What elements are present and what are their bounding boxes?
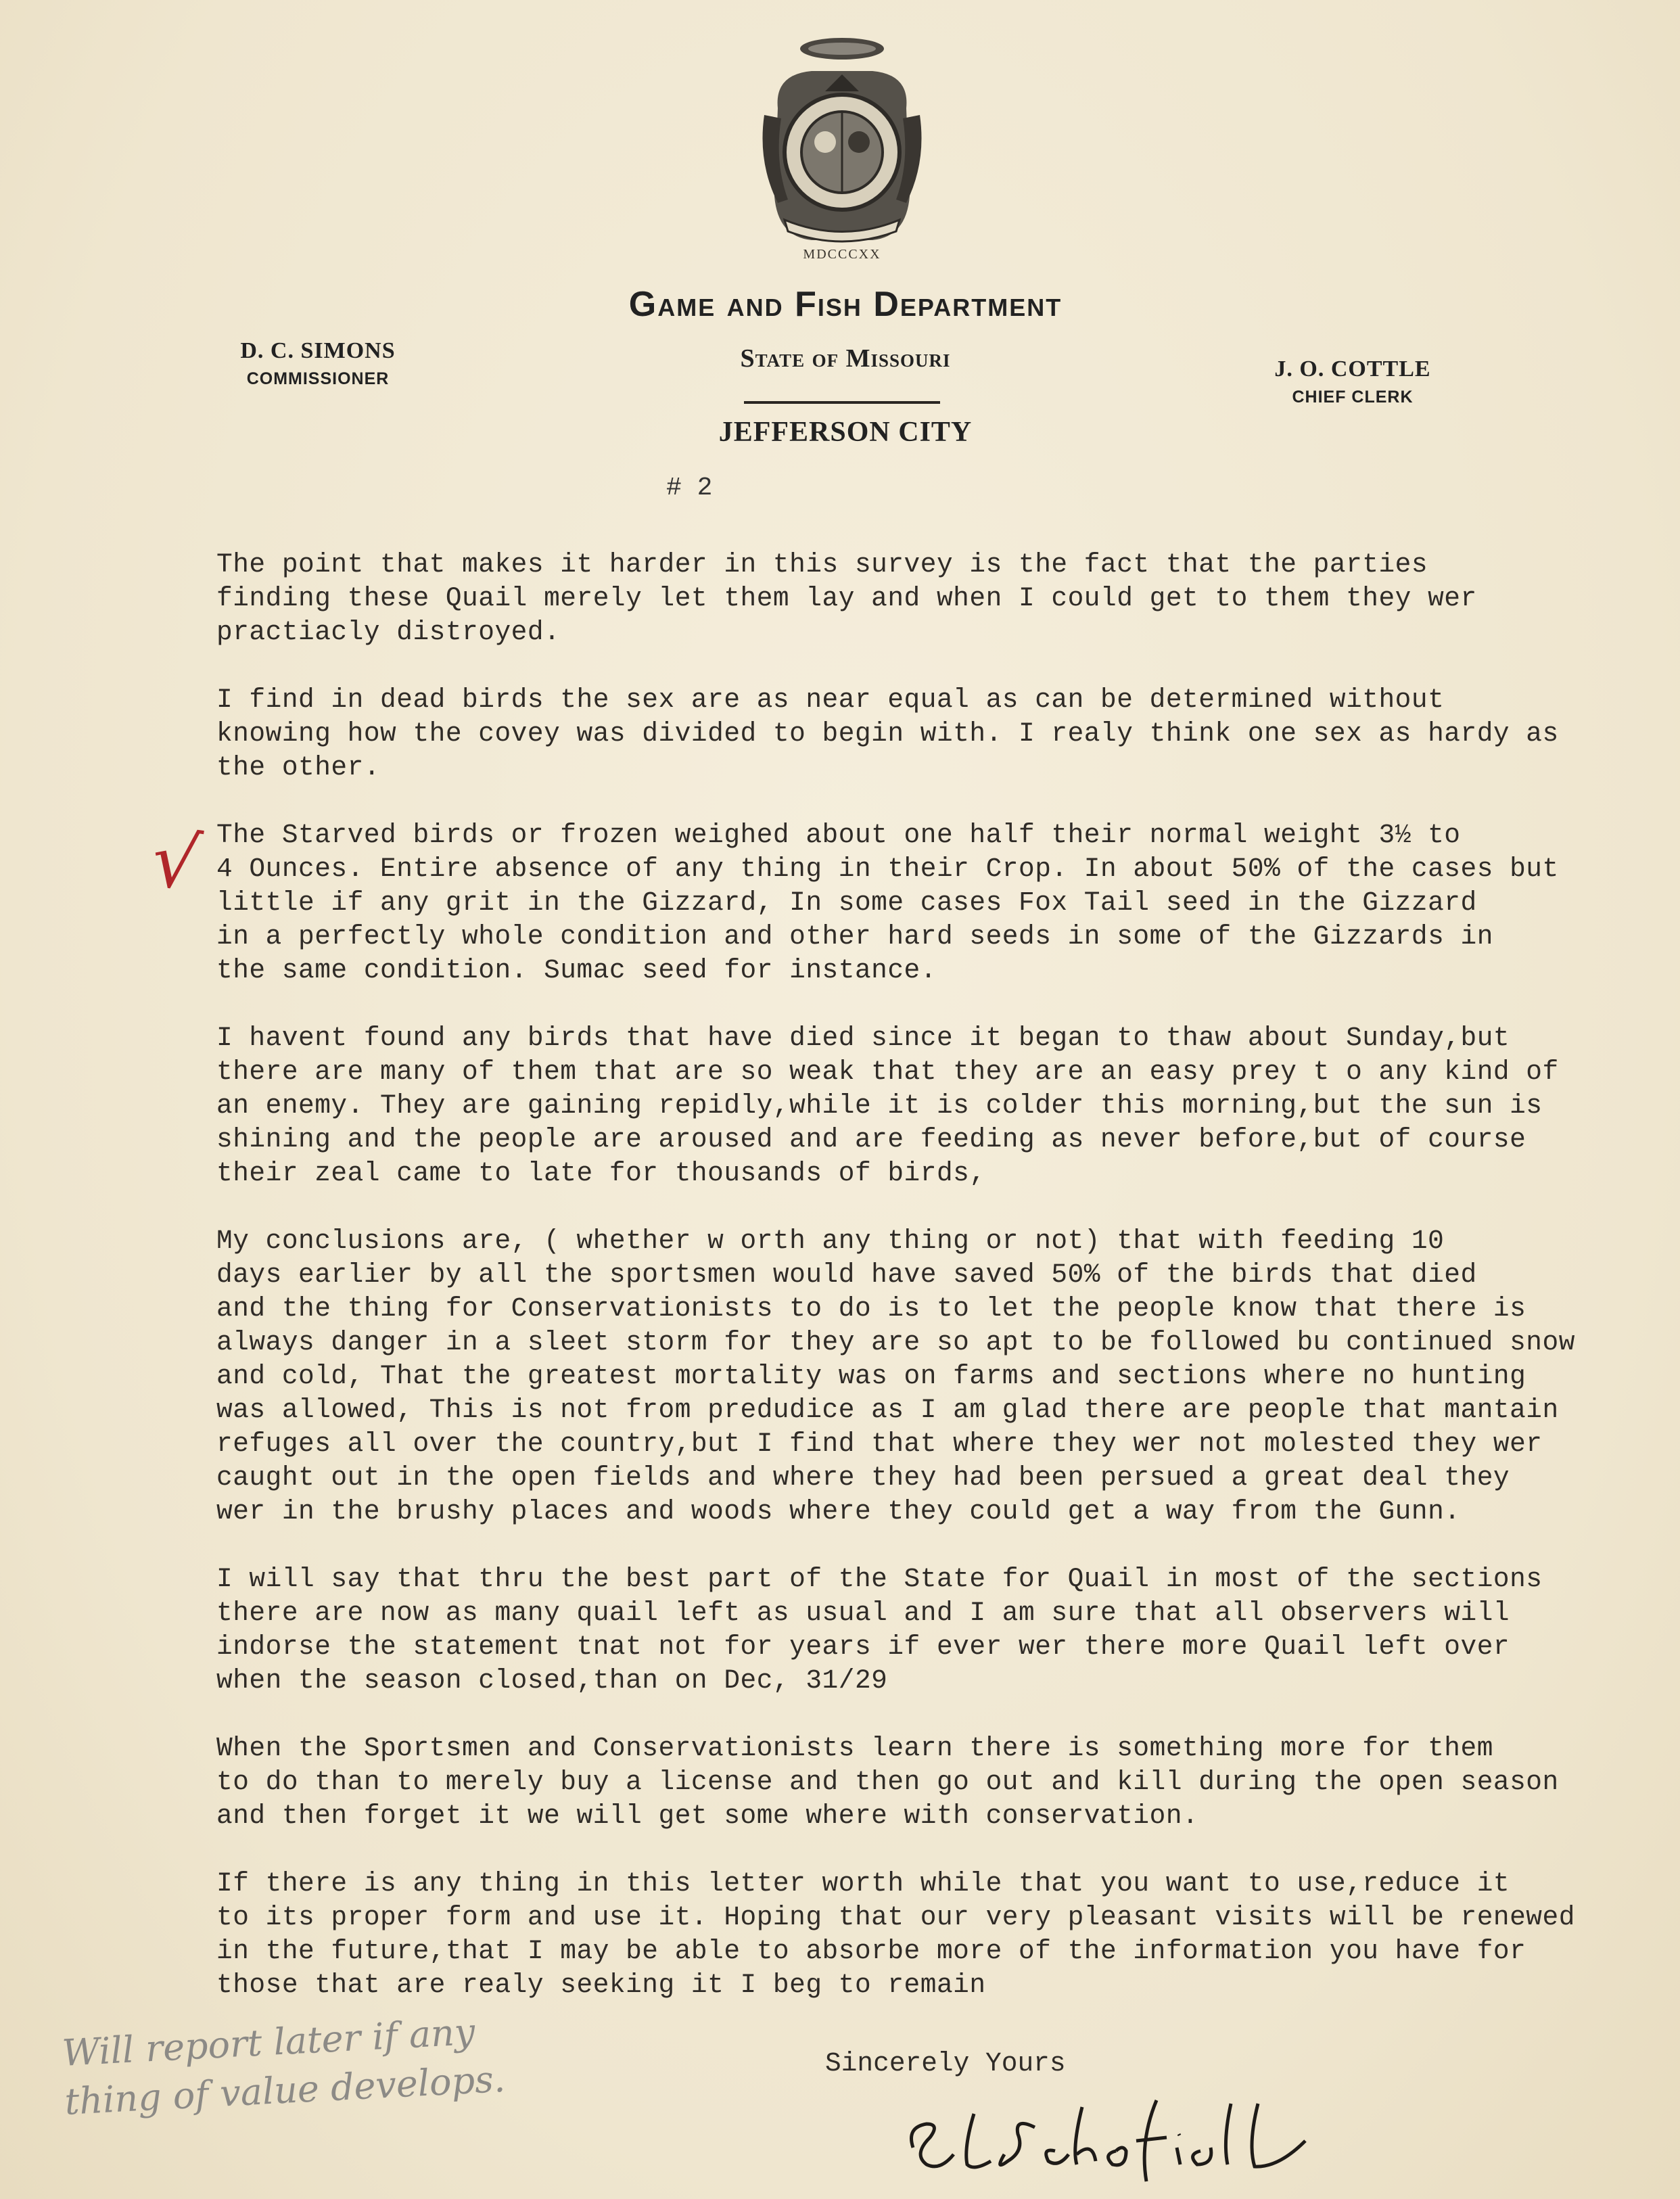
chief-clerk-title: CHIEF CLERK xyxy=(1292,388,1414,407)
paragraph: The Starved birds or frozen weighed about one half their normal weight 3½ to 4 Ounces. Entire absence of any thing in their Crop. In about 50% of the cases but little if any grit in the Gizzard, In some cases Fox Tail seed in the Gizzard in a perfectly whole condition and other hard seeds in some of the Gizzards in the same condition. Sumac seed for instance. xyxy=(216,820,1559,986)
paragraph: If there is any thing in this letter worth while that you want to use,reduce it to its proper form and use it. Hoping that our very pleasant visits will be renewed in the future,that I may be able to absorbe more of the information you have for those that are realy seeking it I beg to remain xyxy=(216,1868,1575,2000)
page-number: # 2 xyxy=(666,473,713,503)
paragraph: I will say that thru the best part of the State for Quail in most of the sections there are now as many quail left as usual and I am sure that all observers will indorse the statement tnat not for years if ever wer there more Quail left over when the season closed,than on Dec, 31/29 xyxy=(216,1564,1543,1696)
commissioner-name: D. C. SIMONS xyxy=(240,338,396,363)
paragraph: I havent found any birds that have died since it began to thaw about Sunday,but there are many of them that are so weak that they are an easy prey t o any kind of an enemy. They are gaining repidly,while it is colder this morning,but the sun is shining and the people are aroused and are feeding as never before,but of course their zeal came to late for thousands of birds, xyxy=(216,1023,1559,1188)
city-name: JEFFERSON CITY xyxy=(718,417,973,448)
red-checkmark-icon: √ xyxy=(146,815,206,908)
paragraph: I find in dead birds the sex are as near equal as can be determined without knowing how the covey was divided to begin with. I realy think one sex as hardy as the other. xyxy=(216,685,1559,783)
seal-year: MDCCCXX xyxy=(803,247,881,262)
commissioner-title: COMMISSIONER xyxy=(246,369,390,388)
paragraph: When the Sportsmen and Conservationists learn there is something more for them to do than to merely buy a license and then go out and kill during the open season and then forget it we will get some where with conservation. xyxy=(216,1733,1559,1831)
closing: Sincerely Yours xyxy=(825,2048,1066,2079)
letter-body xyxy=(216,548,1637,2002)
missouri-state-seal xyxy=(737,34,947,271)
handwritten-note: Will report later if any thing of value develops. xyxy=(61,2010,507,2123)
department-name: Game and Fish Department xyxy=(628,285,1063,324)
paragraph: My conclusions are, ( whether w orth any thing or not) that with feeding 10 days earlier by all the sportsmen would have saved 50% of the birds that died and the thing for Conservationists to do is to let the people know that there is always danger in a sleet storm for they are so apt to be followed bu continued snow and cold, That the greatest mortality was on farms and sections where no hunting was allowed, This is not from predudice as I am glad there are people that mantain refuges all over the country,but I find that where they wer not molested they wer caught out in the open fields and where they had been persued a great deal they wer in the brushy places and woods where they could get a way from the Gunn. xyxy=(216,1226,1575,1527)
chief-clerk-name: J. O. COTTLE xyxy=(1274,356,1431,381)
handwritten-signature xyxy=(900,2087,1332,2188)
paragraph: The point that makes it harder in this survey is the fact that the parties finding these Quail merely let them lay and when I could get to them they wer practiacly distroyed. xyxy=(216,549,1477,647)
letterhead-divider xyxy=(744,401,940,404)
state-name: State of Missouri xyxy=(740,344,951,373)
commissioner-block xyxy=(183,338,453,389)
chief-clerk-block xyxy=(1217,356,1488,407)
